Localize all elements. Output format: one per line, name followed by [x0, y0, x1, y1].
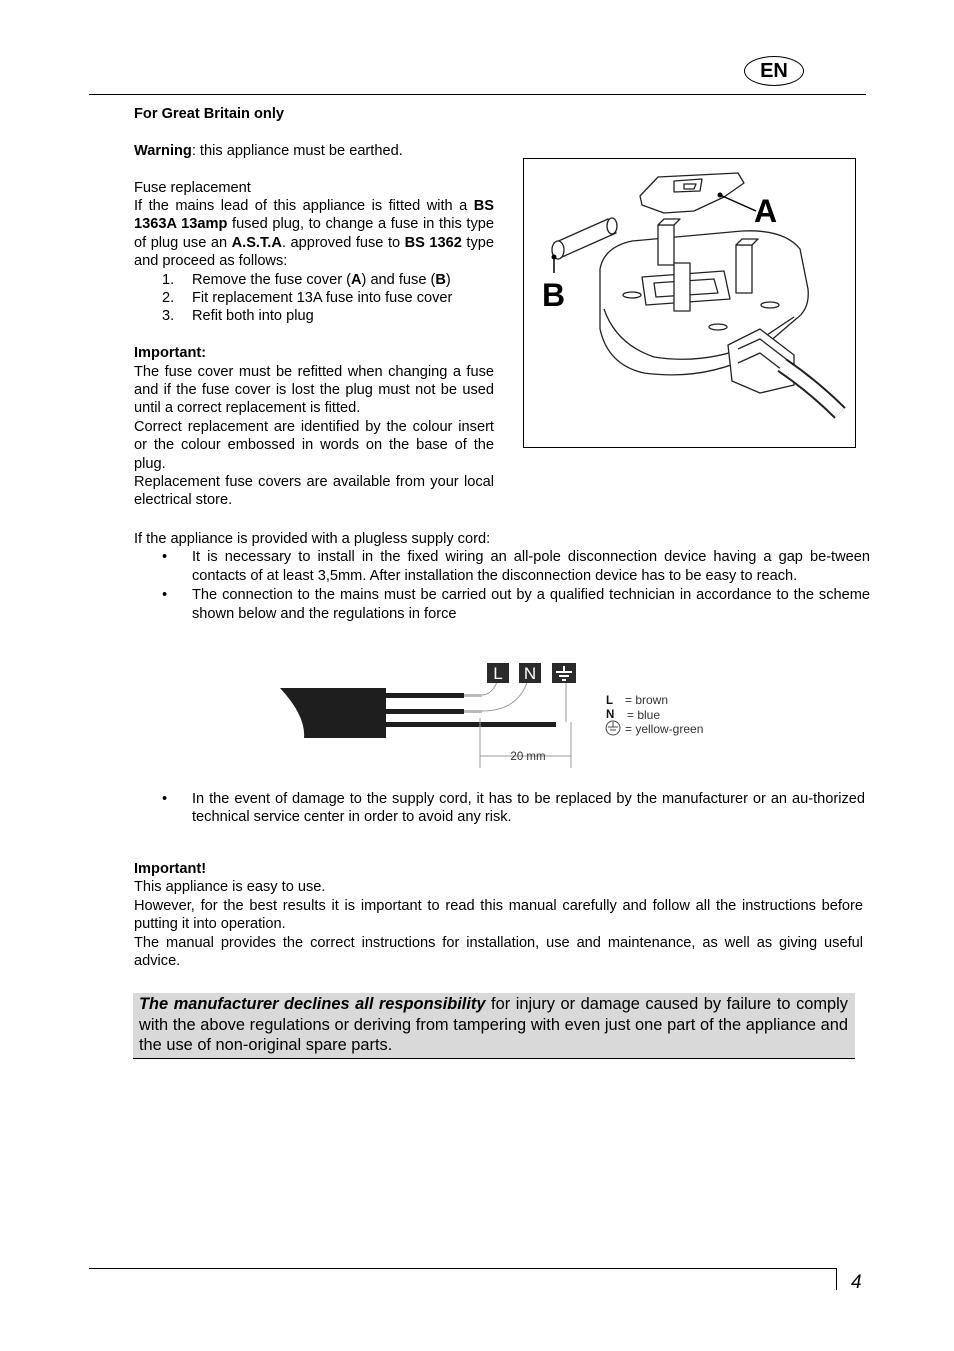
list-item: • The connection to the mains must be carried out by a qualified technician in accordance to the scheme shown below and the regulations in force: [134, 586, 870, 623]
label-a: A: [754, 193, 778, 229]
fuse-intro-text: . approved fuse to: [281, 234, 405, 251]
damage-bullets: [134, 790, 865, 827]
plug-illustration: [524, 159, 855, 447]
label-b: B: [542, 277, 566, 313]
wire-n: [386, 709, 464, 714]
wire-earth: [386, 722, 556, 727]
step-text: Refit both into plug: [192, 308, 314, 325]
legend-value: = brown: [625, 693, 669, 707]
dimension-label: 20 mm: [510, 751, 546, 763]
gb-section: [134, 105, 494, 510]
step-text: ) and fuse (: [361, 271, 436, 288]
important2-paragraph: However, for the best results it is important to read this manual carefully and follow all the instructions before putting it into operation.: [134, 897, 863, 933]
footer-rule: [89, 1268, 836, 1269]
fuse-intro-bold: BS 1362: [404, 234, 462, 251]
fuse-intro-bold: BS 1363A 13amp: [134, 198, 494, 233]
list-item: [134, 289, 494, 307]
page-number: 4: [851, 1272, 862, 1293]
fuse-intro-text: type and proceed as follows:: [134, 234, 495, 270]
plugless-bullets: [134, 548, 870, 623]
step-number: 3.: [162, 308, 175, 325]
fuse-title: Fuse replacement: [134, 179, 251, 196]
damage-section: [134, 790, 865, 828]
fuse-intro: [134, 197, 494, 271]
cable-sheath: [280, 688, 386, 738]
legend-value: = yellow-green: [625, 722, 704, 736]
list-item: [134, 271, 494, 289]
step-number: 1.: [162, 271, 175, 288]
legend-key: N: [606, 709, 615, 721]
fuse-steps: [134, 271, 494, 326]
header-rule: [89, 94, 866, 95]
step-number: 2.: [162, 290, 175, 307]
disclaimer-lead: The manufacturer declines all responsibility: [139, 995, 486, 1013]
fuse-intro-text: If the mains lead of this appliance is fitted with a: [134, 198, 474, 214]
legend-key: L: [606, 695, 614, 707]
wire-l: [386, 693, 464, 698]
disclaimer-box: [133, 993, 855, 1059]
list-item: [134, 307, 494, 325]
plugless-section: [134, 530, 870, 624]
important-paragraph: Replacement fuse covers are available from your local electrical store.: [134, 474, 494, 509]
gb-heading: For Great Britain only: [134, 106, 285, 122]
important2-section: [134, 860, 863, 970]
step-text: ): [445, 271, 451, 288]
step-bold: B: [435, 271, 446, 288]
important-label: Important:: [134, 345, 207, 362]
important2-paragraph: The manual provides the correct instructions for installation, use and maintenance, as well as giving useful advice.: [134, 934, 863, 970]
warning-text: : this appliance must be earthed.: [191, 142, 403, 159]
important-paragraph: Correct replacement are identified by the colour insert or the colour embossed in words on the base of the plug.: [134, 418, 494, 472]
list-item: • In the event of damage to the supply cord, it has to be replaced by the manufacturer or an au-thorized technical service center in order to avoid any risk.: [134, 790, 865, 827]
earth-legend-icon: [606, 721, 620, 735]
wiring-diagram: [278, 660, 738, 772]
plugless-intro: If the appliance is provided with a plugless supply cord:: [134, 531, 491, 547]
warning-line: [134, 142, 494, 160]
plug-figure: [523, 158, 856, 448]
important-paragraph: The fuse cover must be refitted when changing a fuse and if the fuse cover is lost the plug must not be used until a correct replacement is fitted.: [134, 363, 494, 417]
terminal-l-label: L: [493, 664, 503, 683]
important2-paragraph: This appliance is easy to use.: [134, 879, 326, 896]
step-text: Remove the fuse cover (: [192, 271, 351, 288]
fuse-intro-bold: A.S.T.A: [231, 234, 282, 251]
disclaimer-text: for injury or damage caused by failure to comply with the above regulations or deriving from tampering with even just one part of the appliance and the use of non-original spare parts.: [139, 995, 849, 1054]
list-item: • It is necessary to install in the fixed wiring an all-pole disconnection device having a gap be-tween contacts of at least 3,5mm. After installation the disconnection device has to be easy to reach.: [134, 548, 870, 585]
terminal-n-label: N: [523, 664, 537, 683]
language-badge: EN: [744, 56, 804, 86]
warning-label: Warning: [134, 142, 192, 159]
step-text: Fit replacement 13A fuse into fuse cover: [192, 290, 453, 307]
fuse-intro-text: fused plug, to change a fuse in this type of plug use an: [134, 216, 494, 251]
important2-label: Important!: [134, 861, 207, 877]
legend-value: = blue: [627, 708, 661, 722]
step-bold: A: [350, 271, 362, 288]
footer-divider: [836, 1268, 837, 1290]
